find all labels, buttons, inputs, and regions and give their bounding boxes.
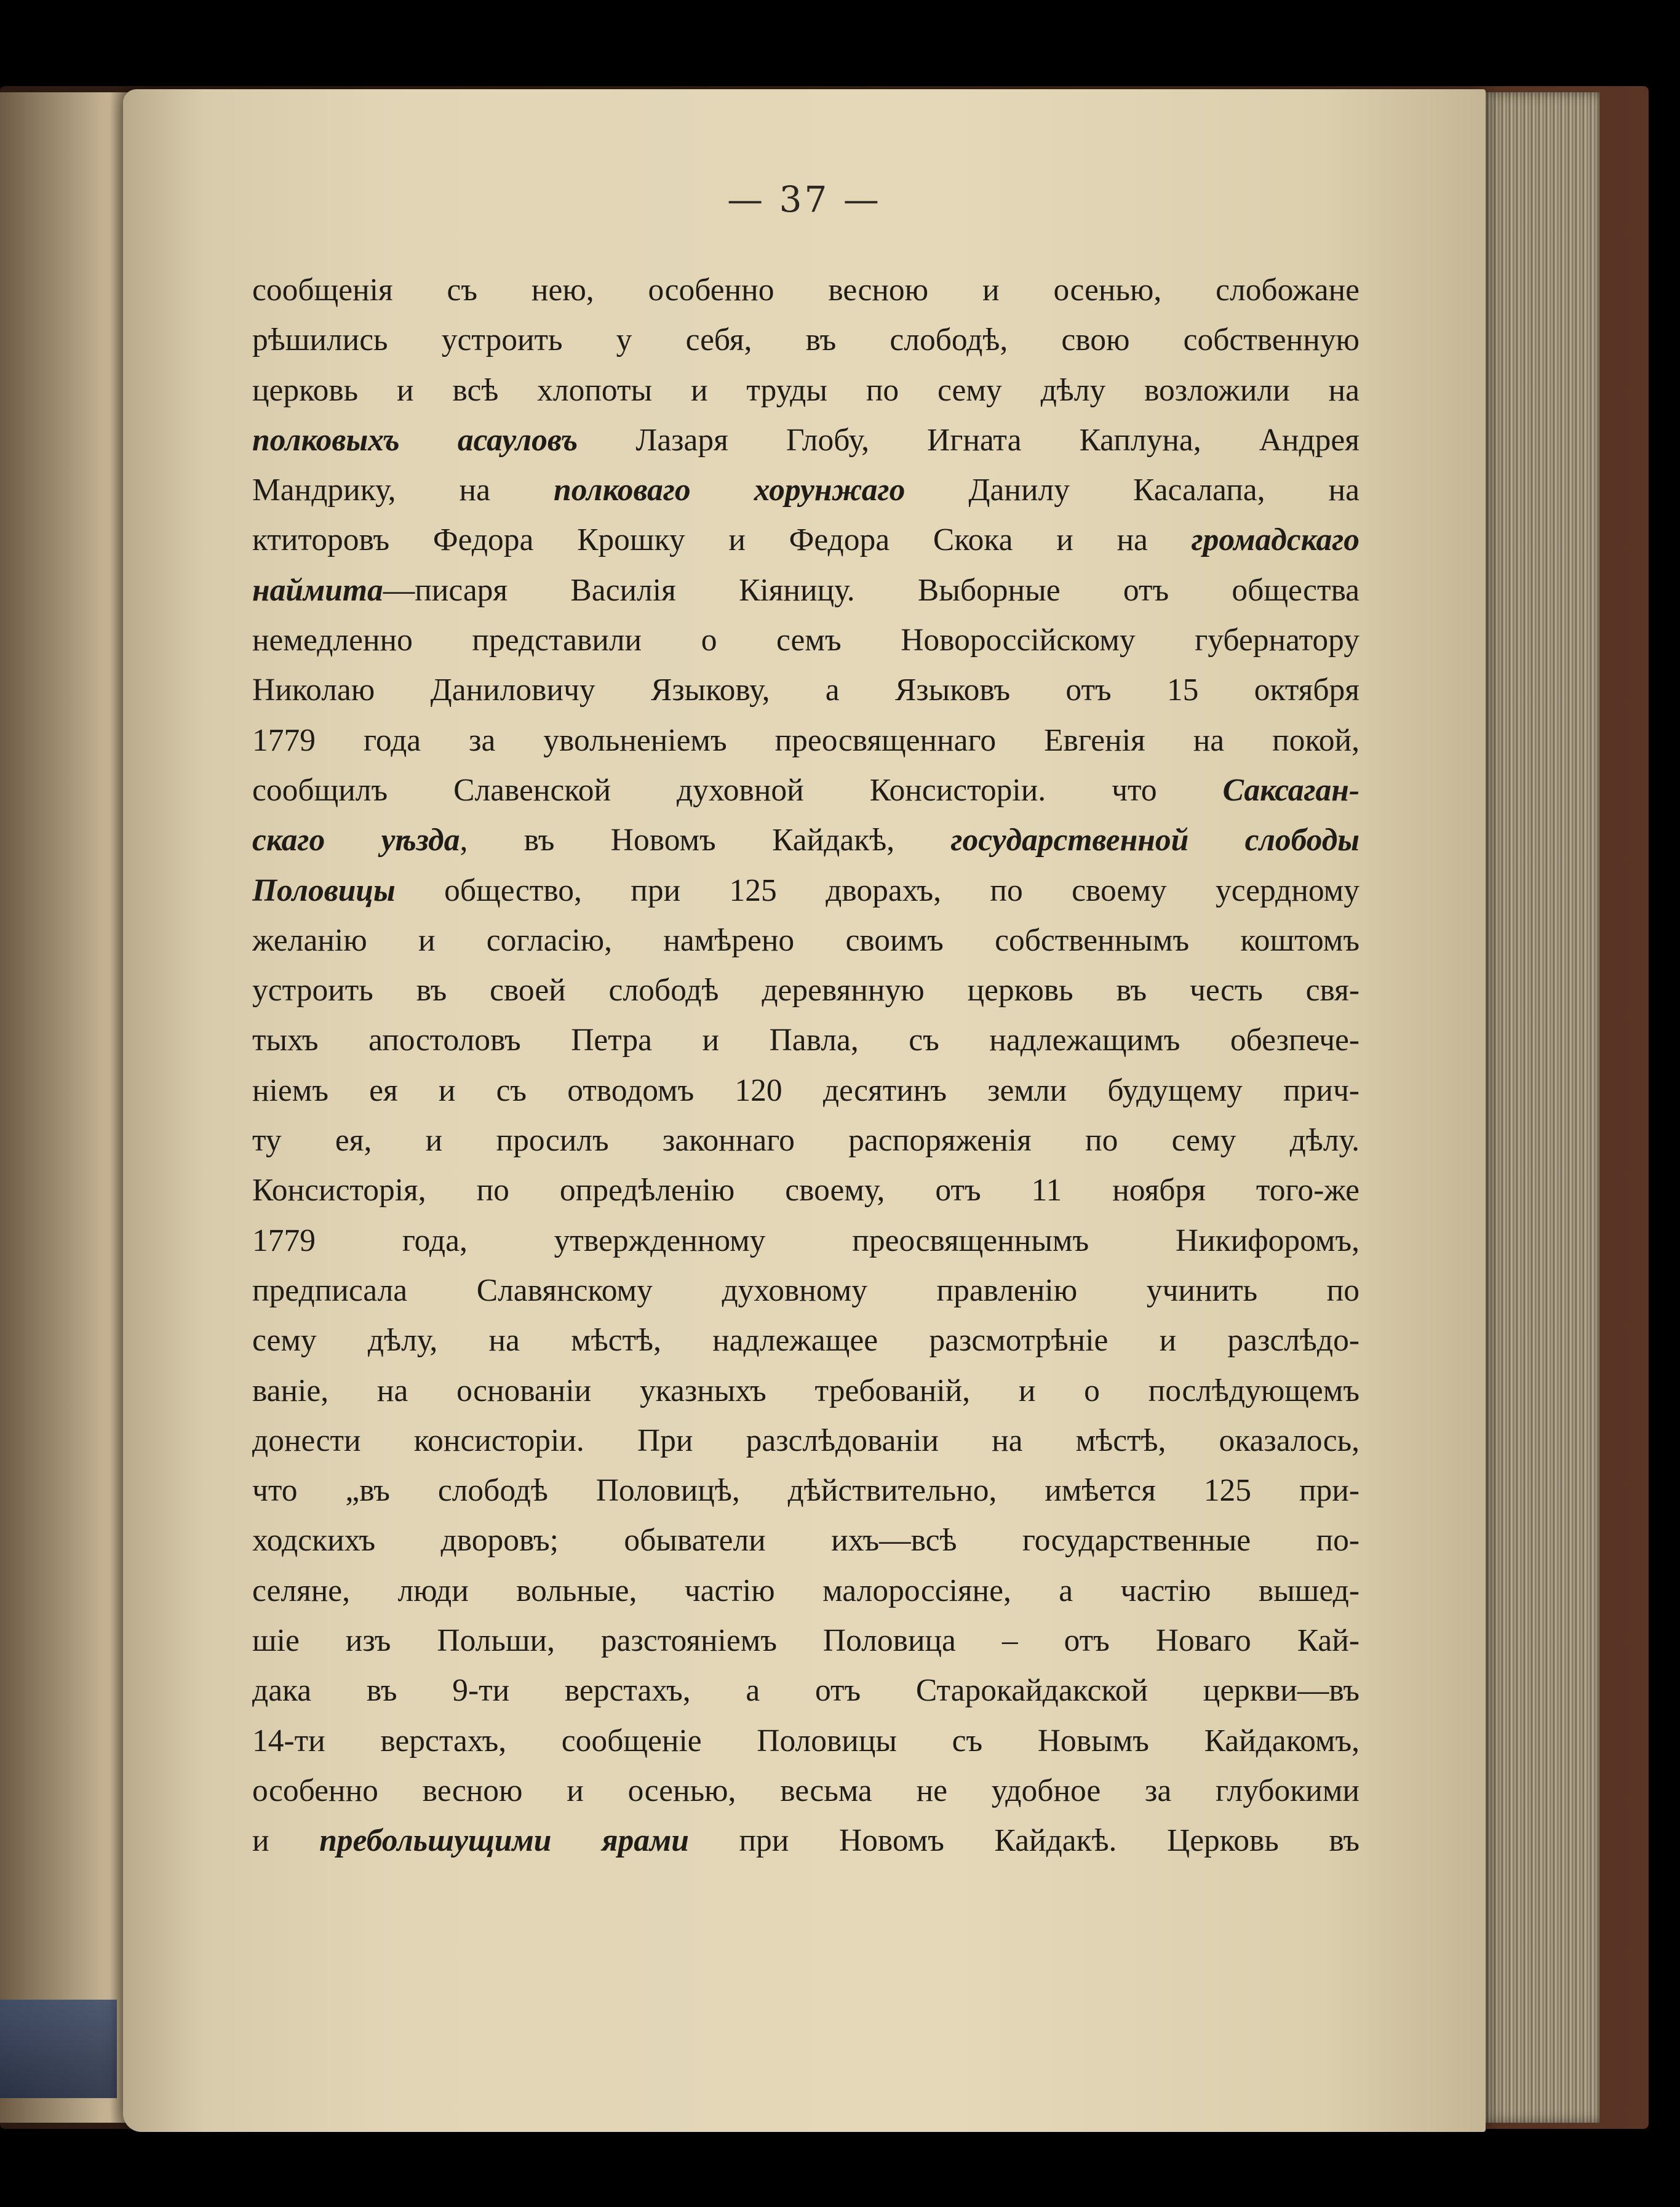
text-line — [252, 515, 1360, 565]
italic-text-run: пребольшущими ярами — [319, 1823, 689, 1859]
text-line — [252, 1066, 1360, 1115]
text-line — [252, 965, 1360, 1015]
text-line — [252, 1416, 1360, 1466]
page-stack-edge — [1476, 92, 1599, 2123]
italic-text-run: громадскаго — [1191, 522, 1360, 558]
cover-edge — [0, 2000, 117, 2098]
body-text — [252, 265, 1360, 1866]
text-run: Консисторія, по опредѣленію своему, отъ 11 ноября того-же — [252, 1173, 1360, 1208]
italic-text-run: полковаго хорунжаго — [554, 473, 906, 508]
text-line — [252, 1466, 1360, 1515]
text-run: ніемъ ея и съ отводомъ 120 десятинъ земли будущему прич- — [252, 1072, 1360, 1108]
text-run: рѣшились устроить у себя, въ слободѣ, свою собственную — [252, 322, 1360, 358]
text-line — [252, 1115, 1360, 1165]
italic-text-run: Половицы — [252, 872, 396, 908]
text-line — [252, 615, 1360, 665]
text-run: тыхъ апостоловъ Петра и Павла, съ надлежащимъ обезпече- — [252, 1023, 1360, 1058]
text-line — [252, 716, 1360, 765]
text-line — [252, 1616, 1360, 1666]
text-run: Данилу Касалапа, на — [905, 473, 1360, 508]
text-run: Лазаря Глобу, Игната Каплуна, Андрея — [578, 422, 1360, 458]
page-number: — 37 — — [727, 178, 882, 220]
previous-page-edge — [0, 92, 129, 2123]
text-run: ––писаря Василія Кіяницу. Выборные отъ общества — [383, 572, 1360, 608]
text-line — [252, 1816, 1360, 1866]
text-run: при Новомъ Кайдакѣ. Церковь въ — [688, 1823, 1360, 1859]
text-line — [252, 1216, 1360, 1266]
text-line — [252, 1666, 1360, 1715]
text-line — [252, 1366, 1360, 1416]
text-line — [252, 415, 1360, 465]
text-line — [252, 1716, 1360, 1766]
text-run: селяне, люди вольные, частію малороссіяне, а частію вышед- — [252, 1573, 1360, 1608]
text-run: предписала Славянскому духовному правленію учинить по — [252, 1272, 1360, 1308]
text-run: ту ея, и просилъ законнаго распоряженія по сему дѣлу. — [252, 1123, 1360, 1159]
text-line — [252, 1165, 1360, 1215]
text-run: дака въ 9-ти верстахъ, а отъ Старокайдакской церкви—въ — [252, 1673, 1360, 1709]
text-run: ходскихъ дворовъ; обыватели ихъ––всѣ государственные по- — [252, 1523, 1360, 1558]
text-line — [252, 866, 1360, 916]
text-run: сообщенія съ нею, особенно весною и осенью, слобожане — [252, 273, 1360, 308]
italic-text-run: наймита — [252, 572, 383, 608]
text-run: донести консисторіи. При разслѣдованіи на мѣстѣ, оказалось, — [252, 1423, 1360, 1458]
text-line — [252, 365, 1360, 415]
text-line — [252, 1766, 1360, 1816]
text-run: особенно весною и осенью, весьма не удобное за глубокими — [252, 1773, 1360, 1808]
text-run: 1779 года за увольненіемъ преосвященнаго Евгенія на покой, — [252, 722, 1360, 758]
text-run: Мандрику, на — [252, 473, 554, 508]
text-line — [252, 465, 1360, 515]
italic-text-run: скаго уѣзда — [252, 823, 460, 858]
text-run: что „въ слободѣ Половицѣ, дѣйствительно, имѣется 125 при- — [252, 1473, 1360, 1509]
text-line — [252, 315, 1360, 365]
text-run: 14-ти верстахъ, сообщеніе Половицы съ Новымъ Кайдакомъ, — [252, 1723, 1360, 1758]
text-line — [252, 1015, 1360, 1065]
text-run: ктиторовъ Федора Крошку и Федора Скока и на — [252, 522, 1192, 558]
text-line — [252, 1566, 1360, 1616]
text-run: устроить въ своей слободѣ деревянную церковь въ честь свя- — [252, 973, 1360, 1008]
text-run: , въ Новомъ Кайдакѣ, — [460, 823, 951, 858]
text-run: церковь и всѣ хлопоты и труды по сему дѣлу возложили на — [252, 372, 1360, 408]
text-run: общество, при 125 дворахъ, по своему усердному — [395, 872, 1360, 908]
text-run: сообщилъ Славенской духовной Консисторіи. что — [252, 772, 1223, 808]
text-line — [252, 815, 1360, 865]
text-line — [252, 565, 1360, 615]
italic-text-run: государственной слободы — [950, 823, 1360, 858]
text-run: немедленно представили о семъ Новороссійскому губернатору — [252, 623, 1360, 658]
italic-text-run: полковыхъ асауловъ — [252, 422, 578, 458]
text-line — [252, 916, 1360, 965]
text-run: желанію и согласію, намѣрено своимъ собственнымъ коштомъ — [252, 922, 1360, 958]
text-line — [252, 1315, 1360, 1365]
text-line — [252, 1515, 1360, 1565]
text-run: 1779 года, утвержденному преосвященнымъ Никифоромъ, — [252, 1223, 1360, 1258]
text-line — [252, 265, 1360, 315]
book-page — [123, 89, 1486, 2132]
text-line — [252, 765, 1360, 815]
text-run: Николаю Даниловичу Языкову, а Языковъ отъ 15 октября — [252, 672, 1360, 708]
text-run: шіе изъ Польши, разстояніемъ Половица – отъ Новаго Кай- — [252, 1623, 1360, 1659]
text-run: сему дѣлу, на мѣстѣ, надлежащее разсмотрѣніе и разслѣдо- — [252, 1323, 1360, 1359]
text-run: и — [252, 1823, 320, 1859]
text-line — [252, 1266, 1360, 1315]
italic-text-run: Саксаган- — [1222, 772, 1360, 808]
text-run: ваніе, на основаніи указныхъ требованій, и о послѣдующемъ — [252, 1373, 1360, 1408]
text-line — [252, 665, 1360, 715]
